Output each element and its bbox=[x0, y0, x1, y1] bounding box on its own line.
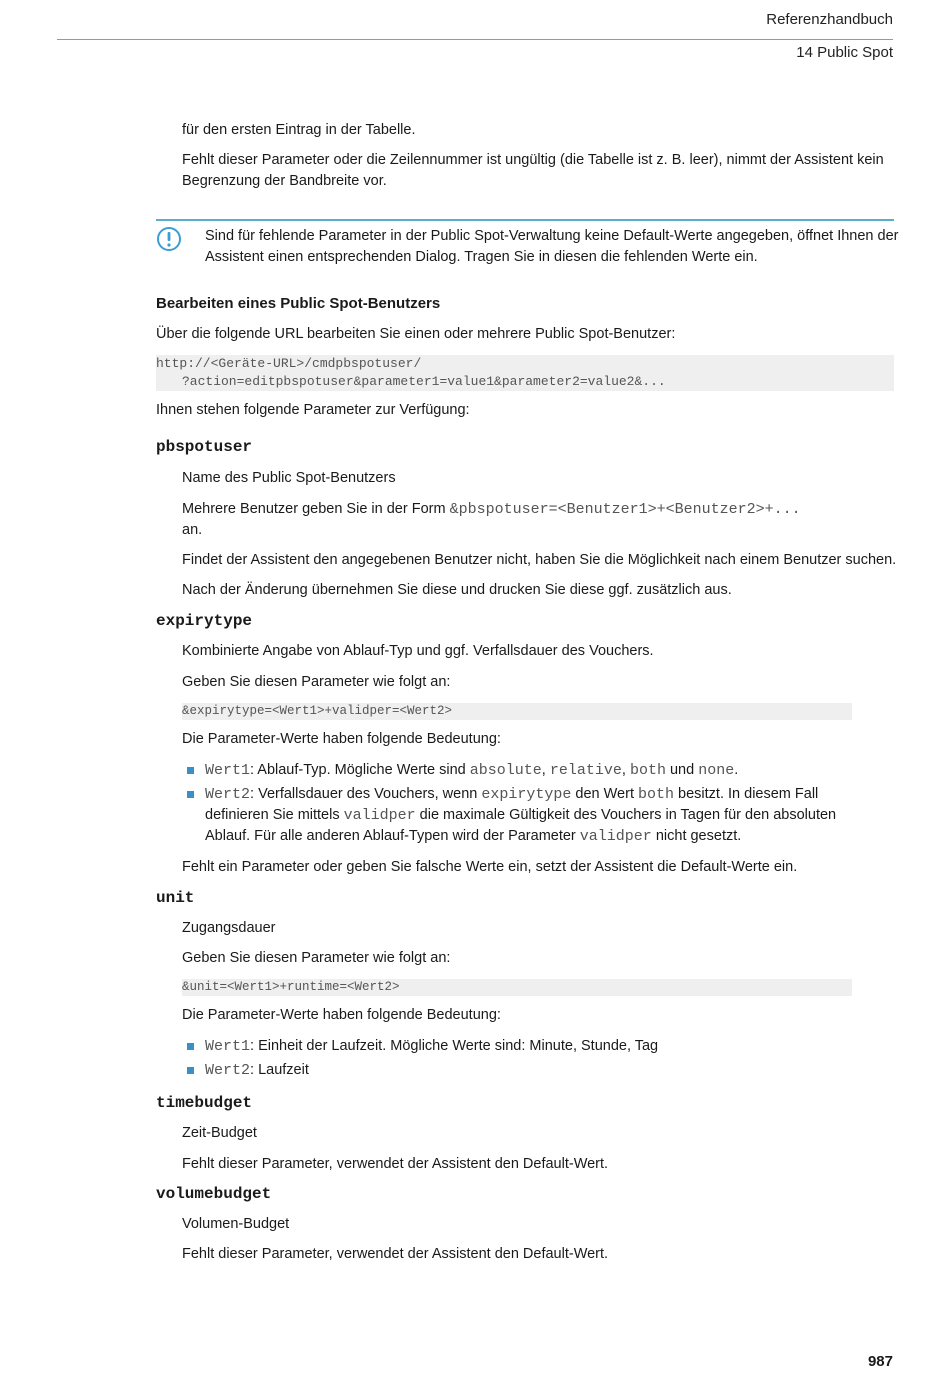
bullet-text: : Verfallsdauer des Vouchers, wenn bbox=[250, 786, 482, 802]
section-heading: Bearbeiten eines Public Spot-Benutzers bbox=[156, 295, 441, 312]
expirytype-howto: Geben Sie diesen Parameter wie folgt an: bbox=[182, 674, 451, 690]
note-text-line-1: Sind für fehlende Parameter in der Public Spot-Verwaltung keine Default-Werte angegeben, öffnet Ihnen der bbox=[205, 228, 899, 244]
bullet-text: definieren Sie mittels bbox=[205, 807, 344, 823]
bullet-text: besitzt. In diesem Fall bbox=[674, 786, 819, 802]
code-both: both bbox=[638, 786, 675, 803]
page-number: 987 bbox=[867, 1353, 893, 1370]
url-code-block bbox=[156, 355, 894, 391]
expirytype-description: Kombinierte Angabe von Ablauf-Typ und ggf. Verfallsdauer des Vouchers. bbox=[182, 643, 654, 659]
intro-paragraph-1: für den ersten Eintrag in der Tabelle. bbox=[182, 122, 416, 138]
code-validper: validper bbox=[579, 828, 652, 845]
param-name-timebudget: timebudget bbox=[156, 1094, 253, 1112]
pbspotuser-description: Name des Public Spot-Benutzers bbox=[182, 470, 396, 486]
code-wert1: Wert1 bbox=[205, 762, 251, 779]
conjunction: und bbox=[665, 762, 699, 778]
intro-paragraph-2-line-2: Begrenzung der Bandbreite vor. bbox=[182, 173, 387, 189]
param-name-pbspotuser: pbspotuser bbox=[156, 438, 253, 456]
bullet-text: nicht gesetzt. bbox=[651, 828, 742, 844]
period: . bbox=[734, 762, 739, 778]
pbspotuser-multi-line-2: an. bbox=[182, 522, 203, 538]
param-name-unit: unit bbox=[156, 889, 195, 907]
separator: , bbox=[621, 762, 630, 778]
code-none: none bbox=[698, 762, 735, 779]
bullet-text: : Einheit der Laufzeit. Mögliche Werte sind: Minute, Stunde, Tag bbox=[250, 1038, 659, 1054]
separator: , bbox=[541, 762, 550, 778]
code-absolute: absolute bbox=[469, 762, 542, 779]
url-intro: Über die folgende URL bearbeiten Sie einen oder mehrere Public Spot-Benutzer: bbox=[156, 326, 676, 342]
exclamation-circle-icon bbox=[156, 226, 182, 252]
bullet-marker bbox=[187, 791, 194, 798]
timebudget-description: Zeit-Budget bbox=[182, 1125, 257, 1141]
expirytype-code: &expirytype=<Wert1>+validper=<Wert2> bbox=[182, 703, 852, 720]
bullet-marker bbox=[187, 767, 194, 774]
expirytype-bullet-2-line-3 bbox=[205, 826, 741, 847]
code-validper: validper bbox=[343, 807, 416, 824]
params-intro: Ihnen stehen folgende Parameter zur Verfügung: bbox=[156, 402, 470, 418]
unit-meaning: Die Parameter-Werte haben folgende Bedeutung: bbox=[182, 1007, 501, 1023]
url-code-line-1: http://<Geräte-URL>/cmdpbspotuser/ bbox=[156, 356, 422, 371]
note-divider bbox=[156, 219, 894, 221]
bullet-text: : Ablauf-Typ. Mögliche Werte sind bbox=[250, 762, 470, 778]
expirytype-bullet-2-line-1 bbox=[205, 784, 818, 805]
expirytype-fallback: Fehlt ein Parameter oder geben Sie falsche Werte ein, setzt der Assistent die Default-Werte ein. bbox=[182, 859, 798, 875]
unit-howto: Geben Sie diesen Parameter wie folgt an: bbox=[182, 950, 451, 966]
pbspotuser-find-text: Findet der Assistent den angegebenen Benutzer nicht, haben Sie die Möglichkeit nach einem Benutzer suchen. bbox=[182, 552, 897, 568]
header-chapter: 14 Public Spot bbox=[796, 44, 893, 61]
unit-bullet-2 bbox=[205, 1060, 309, 1081]
pbspotuser-multi-prefix: Mehrere Benutzer geben Sie in der Form bbox=[182, 501, 450, 517]
code-wert2: Wert2 bbox=[205, 1062, 251, 1079]
code-wert2: Wert2 bbox=[205, 786, 251, 803]
note-text-line-2: Assistent einen entsprechenden Dialog. Tragen Sie in diesen die fehlenden Werte ein. bbox=[205, 249, 758, 265]
code-both: both bbox=[629, 762, 666, 779]
timebudget-fallback: Fehlt dieser Parameter, verwendet der Assistent den Default-Wert. bbox=[182, 1156, 609, 1172]
code-relative: relative bbox=[549, 762, 622, 779]
bullet-marker bbox=[187, 1043, 194, 1050]
volumebudget-description: Volumen-Budget bbox=[182, 1216, 290, 1232]
pbspotuser-multi-code: &pbspotuser=<Benutzer1>+<Benutzer2>+... bbox=[449, 501, 801, 518]
url-code-line-2: ?action=editpbspotuser&parameter1=value1&parameter2=value2&... bbox=[182, 374, 666, 389]
unit-description: Zugangsdauer bbox=[182, 920, 276, 936]
bullet-marker bbox=[187, 1067, 194, 1074]
code-expirytype: expirytype bbox=[481, 786, 572, 803]
param-name-volumebudget: volumebudget bbox=[156, 1185, 272, 1203]
unit-code: &unit=<Wert1>+runtime=<Wert2> bbox=[182, 979, 852, 996]
bullet-text: : Laufzeit bbox=[250, 1062, 309, 1078]
param-name-expirytype: expirytype bbox=[156, 612, 253, 630]
bullet-text: Ablauf. Für alle anderen Ablauf-Typen wird der Parameter bbox=[205, 828, 580, 844]
expirytype-bullet-1 bbox=[205, 760, 738, 781]
pbspotuser-after-text: Nach der Änderung übernehmen Sie diese und drucken Sie diese ggf. zusätzlich aus. bbox=[182, 582, 732, 598]
code-wert1: Wert1 bbox=[205, 1038, 251, 1055]
expirytype-bullet-2-line-2 bbox=[205, 805, 836, 826]
expirytype-meaning: Die Parameter-Werte haben folgende Bedeutung: bbox=[182, 731, 501, 747]
bullet-text: den Wert bbox=[571, 786, 638, 802]
pbspotuser-multi-line-1 bbox=[182, 499, 801, 520]
bullet-text: die maximale Gültigkeit des Vouchers in Tagen für den absoluten bbox=[415, 807, 837, 823]
unit-bullet-1 bbox=[205, 1036, 658, 1057]
header-divider bbox=[57, 39, 893, 40]
intro-paragraph-2-line-1: Fehlt dieser Parameter oder die Zeilennummer ist ungültig (die Tabelle ist z. B. leer), nimmt der Assistent kein bbox=[182, 152, 884, 168]
header-title: Referenzhandbuch bbox=[766, 11, 893, 28]
volumebudget-fallback: Fehlt dieser Parameter, verwendet der Assistent den Default-Wert. bbox=[182, 1246, 609, 1262]
